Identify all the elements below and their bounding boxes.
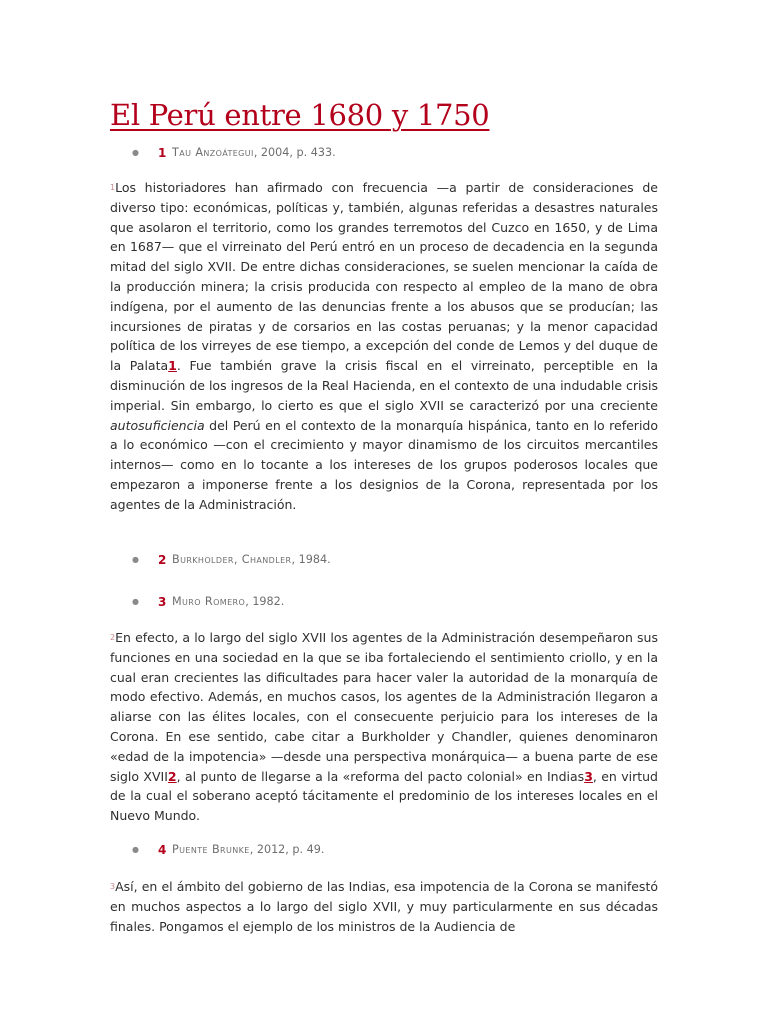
paragraph-3	[110, 877, 658, 936]
paragraph-2	[110, 628, 658, 826]
footnote-number[interactable]: 4	[158, 843, 167, 857]
paragraph-number[interactable]: 2	[110, 633, 116, 642]
footnote-author: Tau Anzoátegui	[172, 146, 254, 159]
page-title: El Perú entre 1680 y 1750	[110, 98, 490, 132]
emphasis-text: autosuficiencia	[110, 417, 205, 433]
footnote-detail: , 1982.	[245, 595, 285, 608]
paragraph-1	[110, 178, 658, 515]
footnote-detail: , 1984.	[291, 553, 331, 566]
footnote-ref[interactable]: 2	[167, 768, 177, 784]
paragraph-text: , al punto de llegarse a la «reforma del pacto colonial» en Indias	[176, 768, 585, 784]
paragraph-number[interactable]: 3	[110, 882, 116, 891]
footnote-number[interactable]: 1	[158, 146, 167, 160]
paragraph-text: del Perú en el contexto de la monarquía hispánica, tanto en lo referido a lo económico —con el crecimiento y mayor dinamismo de los circuitos mercantiles internos— como en lo tocante a los intereses de los grupos poderosos locales que empezaron a imponerse frente a los designios de la Corona, representada por los agentes de la Administración.	[110, 417, 658, 512]
footnote-ref[interactable]: 3	[584, 768, 593, 784]
footnote-author: Muro Romero	[172, 595, 246, 608]
footnote-number[interactable]: 3	[158, 595, 167, 609]
paragraph-number[interactable]: 1	[110, 183, 116, 192]
footnote-detail: , 2004, p. 433.	[253, 146, 336, 159]
paragraph-text: En efecto, a lo largo del siglo XVII los agentes de la Administración desempeñaron sus funciones en una sociedad en la que se iba fortaleciendo el sentimiento criollo, y en la cual eran crecientes las dificultades para hacer valer la autoridad de la monarquía de modo efectivo. Además, en muchos casos, los agentes de la Administración llegaron a aliarse con las élites locales, con el consecuente perjuicio para los intereses de la Corona. En ese sentido, cabe citar a Burkholder y Chandler, quienes denominaron «edad de la impotencia» —desde una perspectiva monárquica— a buena parte de ese siglo XVII	[110, 630, 658, 784]
bullet-icon: ●	[132, 148, 139, 157]
footnote-author: Puente Brunke	[172, 843, 250, 856]
bullet-icon: ●	[132, 555, 139, 564]
footnote-number[interactable]: 2	[158, 553, 167, 567]
footnote-author: Burkholder, Chandler	[172, 553, 292, 566]
paragraph-text: Los historiadores han afirmado con frecuencia —a partir de consideraciones de diverso tipo: económicas, políticas y, también, algunas referidas a desastres naturales que asolaron el territorio, como los grandes terremotos del Cuzco en 1650, y de Lima en 1687— que el virreinato del Perú entró en un proceso de decadencia en la segunda mitad del siglo XVII. De entre dichas consideraciones, se suelen mencionar la caída de la producción minera; la crisis producida con respecto al empleo de la mano de obra indígena, por el aumento de las denuncias frente a los abusos que se producían; las incursiones de piratas y de corsarios en las costas peruanas; y la menor capacidad política de los virreyes de ese tiempo, a excepción del conde de Lemos y del duque de la Palata	[110, 180, 658, 374]
paragraph-text: Así, en el ámbito del gobierno de las Indias, esa impotencia de la Corona se manifestó en muchos aspectos a lo largo del siglo XVII, y muy particularmente en sus décadas finales. Pongamos el ejemplo de los ministros de la Audiencia de	[110, 879, 658, 934]
bullet-icon: ●	[132, 845, 139, 854]
paragraph-text: , en virtud de la cual el soberano aceptó tácitamente el predominio de los intereses locales en el Nuevo Mundo.	[110, 768, 658, 824]
footnote-ref[interactable]: 1	[168, 358, 177, 374]
paragraph-text: . Fue también grave la crisis fiscal en el virreinato, perceptible en la disminución de los ingresos de la Real Hacienda, en el contexto de una indudable crisis imperial. Sin embargo, lo cierto es que el siglo XVII se caracterizó por una creciente	[110, 358, 658, 413]
footnote-detail: , 2012, p. 49.	[249, 843, 325, 856]
bullet-icon: ●	[132, 597, 139, 606]
